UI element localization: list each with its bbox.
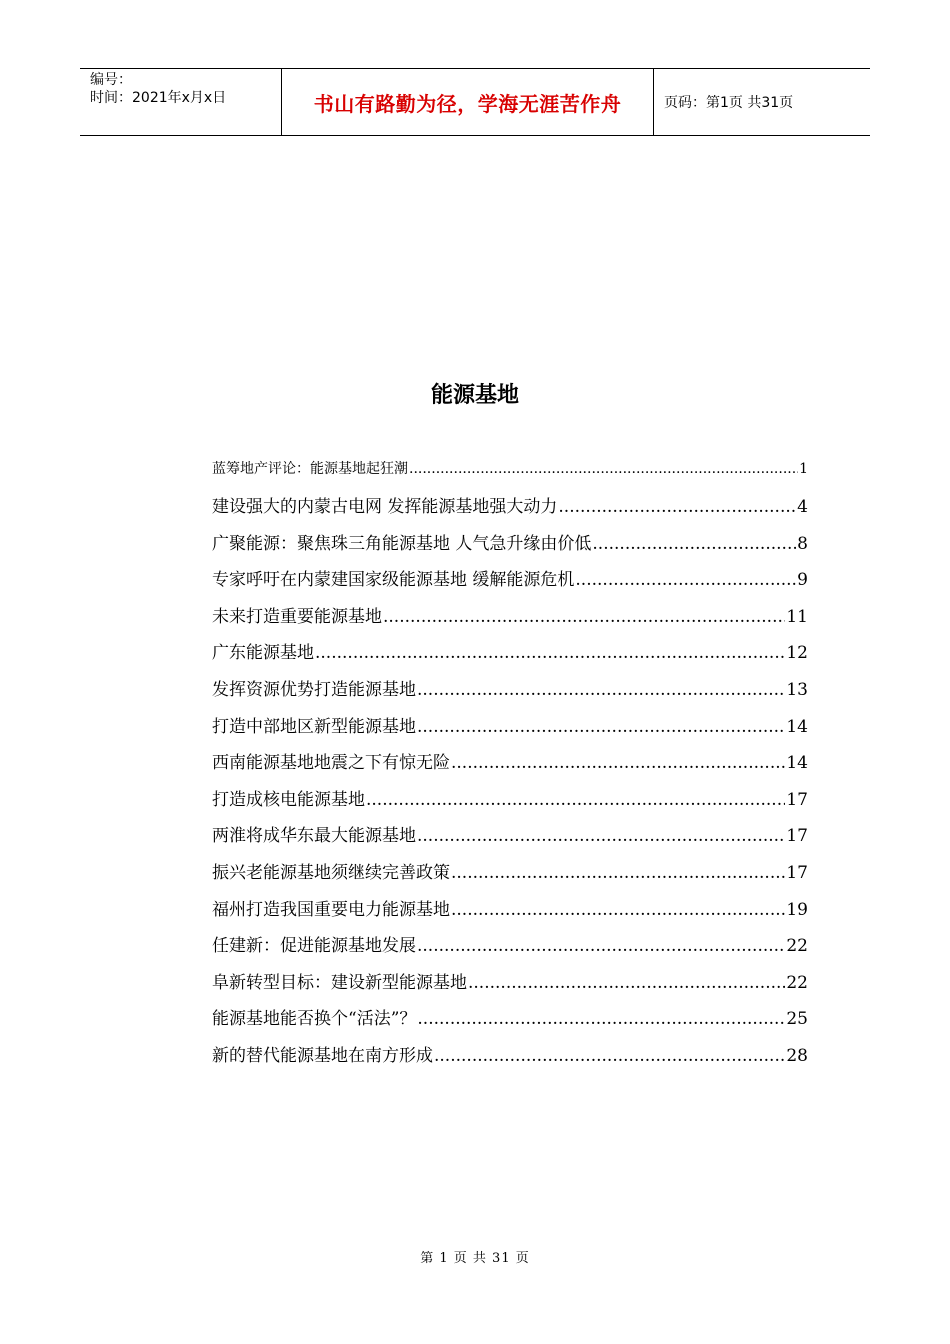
toc-entry-text: 专家呼吁在内蒙建国家级能源基地 缓解能源危机 — [212, 570, 575, 591]
toc-leader-dots — [383, 607, 785, 627]
toc-entry-page: 13 — [786, 679, 808, 700]
toc-entry-page: 4 — [797, 497, 808, 517]
document-title: 能源基地 — [430, 383, 519, 408]
header-left-cell — [80, 69, 282, 135]
toc-entry-page: 12 — [786, 643, 808, 664]
toc-entry-text: 发挥资源优势打造能源基地 — [212, 679, 416, 700]
toc-entry[interactable] — [212, 492, 808, 529]
toc-leader-dots — [366, 790, 785, 810]
toc-entry-text: 未来打造重要能源基地 — [212, 606, 382, 627]
time-label: 时间：2021年x月x日 — [90, 90, 227, 106]
toc-entry-page: 11 — [786, 606, 808, 627]
toc-entry-page: 28 — [786, 1045, 808, 1066]
number-label: 编号： — [90, 72, 132, 88]
header-slogan-cell — [282, 69, 654, 135]
toc-leader-dots — [434, 1046, 785, 1066]
toc-entry-page: 8 — [797, 533, 808, 554]
toc-leader-dots — [451, 863, 785, 883]
toc-entry[interactable] — [212, 712, 808, 749]
toc-leader-dots — [417, 680, 785, 700]
toc-leader-dots — [592, 534, 796, 554]
toc-entry-text: 两淮将成华东最大能源基地 — [212, 826, 416, 847]
toc-leader-dots — [417, 936, 785, 956]
table-of-contents — [212, 458, 808, 1078]
toc-entry[interactable] — [212, 565, 808, 602]
toc-leader-dots — [575, 570, 796, 590]
toc-entry[interactable] — [212, 675, 808, 712]
toc-entry-page: 17 — [786, 826, 808, 847]
toc-entry-page: 9 — [797, 570, 808, 591]
toc-entry-text: 建设强大的内蒙古电网 发挥能源基地强大动力 — [212, 497, 558, 517]
toc-leader-dots — [315, 643, 785, 663]
toc-entry[interactable] — [212, 858, 808, 895]
toc-entry-page: 14 — [786, 716, 808, 737]
header-page-cell — [654, 69, 870, 135]
toc-entry-page: 22 — [786, 936, 808, 957]
toc-entry-text: 任建新：促进能源基地发展 — [212, 936, 416, 957]
toc-entry[interactable] — [212, 895, 808, 932]
toc-entry-text: 新的替代能源基地在南方形成 — [212, 1045, 433, 1066]
page-info: 页码：第1页 共31页 — [664, 95, 794, 111]
toc-entry[interactable] — [212, 1004, 808, 1041]
toc-entry-text: 能源基地能否换个“活法”？ — [212, 1009, 417, 1030]
toc-entry-text: 福州打造我国重要电力能源基地 — [212, 899, 450, 920]
toc-entry-text: 广东能源基地 — [212, 643, 314, 664]
toc-leader-dots — [558, 497, 796, 517]
toc-entry[interactable] — [212, 931, 808, 968]
toc-leader-dots — [417, 717, 785, 737]
toc-leader-dots — [451, 753, 785, 773]
toc-entry[interactable] — [212, 458, 808, 492]
toc-entry[interactable] — [212, 602, 808, 639]
toc-entry[interactable] — [212, 1041, 808, 1078]
toc-leader-dots — [417, 826, 785, 846]
toc-entry-text: 打造成核电能源基地 — [212, 789, 365, 810]
toc-entry-text: 阜新转型目标：建设新型能源基地 — [212, 972, 467, 993]
toc-entry-text: 振兴老能源基地须继续完善政策 — [212, 862, 450, 883]
toc-entry-page: 19 — [786, 899, 808, 920]
toc-entry-page: 17 — [786, 862, 808, 883]
toc-leader-dots — [468, 973, 785, 993]
toc-entry-text: 打造中部地区新型能源基地 — [212, 716, 416, 737]
toc-entry[interactable] — [212, 785, 808, 822]
page-footer: 第 1 页 共 31 页 — [420, 1251, 530, 1266]
toc-entry-page: 25 — [786, 1009, 808, 1030]
toc-entry[interactable] — [212, 529, 808, 566]
toc-entry-text: 广聚能源：聚焦珠三角能源基地 人气急升缘由价低 — [212, 533, 592, 554]
toc-leader-dots — [451, 900, 785, 920]
toc-entry-text: 西南能源基地地震之下有惊无险 — [212, 753, 450, 774]
header-table — [80, 68, 870, 136]
toc-leader-dots — [409, 461, 798, 477]
toc-entry-text: 蓝筹地产评论：能源基地起狂潮 — [212, 461, 408, 477]
toc-leader-dots — [417, 1009, 785, 1029]
toc-entry-page: 22 — [786, 972, 808, 993]
toc-entry-page: 14 — [786, 753, 808, 774]
toc-entry-page: 1 — [799, 461, 808, 477]
toc-entry[interactable] — [212, 968, 808, 1005]
toc-entry[interactable] — [212, 821, 808, 858]
toc-entry[interactable] — [212, 748, 808, 785]
toc-entry-page: 17 — [786, 789, 808, 810]
slogan: 书山有路勤为径，学海无涯苦作舟 — [313, 91, 622, 116]
toc-entry[interactable] — [212, 638, 808, 675]
